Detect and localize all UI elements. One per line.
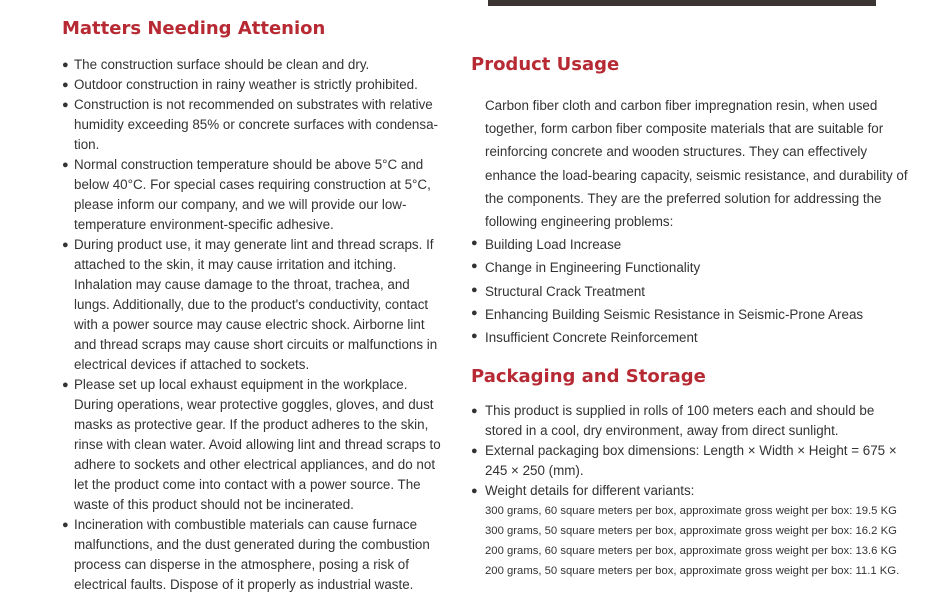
bullet-icon: ●	[471, 485, 478, 498]
list-item: ● Weight details for different variants:	[471, 481, 911, 501]
list-item: ● Insufficient Concrete Reinforcement	[471, 326, 911, 349]
usage-description: Carbon fiber cloth and carbon fiber impregnation resin, when used together, form carbon fiber composite materials that are suitable for reinforcing concrete and wooden structures. They can effectively enhance the load-bearing capacity, seismic resistance, and durability of the components. They are the preferred solution for addressing the following engineering problems:	[485, 98, 908, 230]
list-item: ● External packaging box dimensions: Length × Width × Height = 675 × 245 × 250 (mm).	[471, 443, 897, 479]
bullet-icon: ●	[62, 59, 69, 71]
list-item: ● During product use, it may generate lint and thread scraps. If attached to the skin, it may cause irritation and itching. Inhalation may cause damage to the throat, trachea, and lungs. Additionally, due to the product's conductivity, contact with a power source may cause electric shock. Airborne lint and thread scraps may cause short circuits or malfunctions in electrical devices if attached to sockets.	[62, 237, 438, 372]
list-item: ● Enhancing Building Seismic Resistance in Seismic-Prone Areas	[471, 303, 911, 326]
bullet-icon: ●	[471, 237, 478, 250]
list-item: ● This product is supplied in rolls of 100 meters each and should be stored in a cool, dry environment, away from direct sunlight.	[471, 403, 875, 439]
list-item: ● Building Load Increase	[471, 233, 911, 256]
bullet-icon: ●	[62, 519, 69, 531]
product-photo-strip	[488, 0, 876, 6]
bullet-icon: ●	[62, 239, 69, 251]
usage-title: Product Usage	[471, 54, 620, 75]
weight-row: 200 grams, 60 square meters per box, approximate gross weight per box: 13.6 KG	[485, 545, 897, 558]
right-column	[471, 53, 911, 581]
weight-row: 300 grams, 60 square meters per box, approximate gross weight per box: 19.5 KG	[485, 505, 897, 518]
bullet-icon: ●	[471, 283, 478, 296]
list-item: ● Incineration with combustible materials can cause furnace malfunctions, and the dust generated during the combustion process can disperse in the atmosphere, posing a risk of electrical faults. Dispose of it properly as industrial waste.	[62, 517, 430, 592]
bullet-icon: ●	[471, 260, 478, 273]
bullet-icon: ●	[471, 330, 478, 343]
matters-section	[62, 17, 447, 595]
bullet-icon: ●	[62, 79, 69, 91]
list-item: ● Please set up local exhaust equipment in the workplace. During operations, wear protective goggles, gloves, and dust masks as protective gear. If the product adheres to the skin, rinse with clean water. Avoid allowing lint and thread scraps to adhere to sockets and other electrical appliances, and do not let the product come into contact with a power source. The waste of this product should not be incinerated.	[62, 377, 441, 512]
list-item: ● Construction is not recommended on substrates with relative humidity exceeding 85% or concrete surfaces with condensa-tion.	[62, 97, 438, 152]
bullet-icon: ●	[62, 159, 69, 171]
packaging-title: Packaging and Storage	[471, 366, 706, 388]
bullet-icon: ●	[471, 405, 478, 418]
bullet-icon: ●	[62, 99, 69, 111]
list-item: ● Normal construction temperature should be above 5°C and below 40°C. For special cases requiring construction at 5°C, please inform our company, and we will provide our low-temperature environment-specific adhesive.	[62, 157, 431, 232]
matters-title: Matters Needing Attenion	[62, 18, 326, 39]
list-item: ● Structural Crack Treatment	[471, 280, 911, 303]
weight-details	[485, 501, 911, 581]
bullet-icon: ●	[62, 379, 69, 391]
matters-list	[62, 55, 447, 595]
usage-list	[471, 233, 911, 349]
bullet-icon: ●	[471, 306, 478, 319]
list-item: ● Outdoor construction in rainy weather is strictly prohibited.	[62, 75, 447, 95]
list-item: ● Change in Engineering Functionality	[471, 256, 911, 279]
list-item: ● The construction surface should be clean and dry.	[62, 55, 447, 75]
bullet-icon: ●	[471, 445, 478, 458]
weight-row: 300 grams, 50 square meters per box, approximate gross weight per box: 16.2 KG	[485, 525, 897, 538]
packaging-list	[471, 401, 911, 501]
weight-row: 200 grams, 50 square meters per box, approximate gross weight per box: 11.1 KG.	[485, 565, 900, 578]
